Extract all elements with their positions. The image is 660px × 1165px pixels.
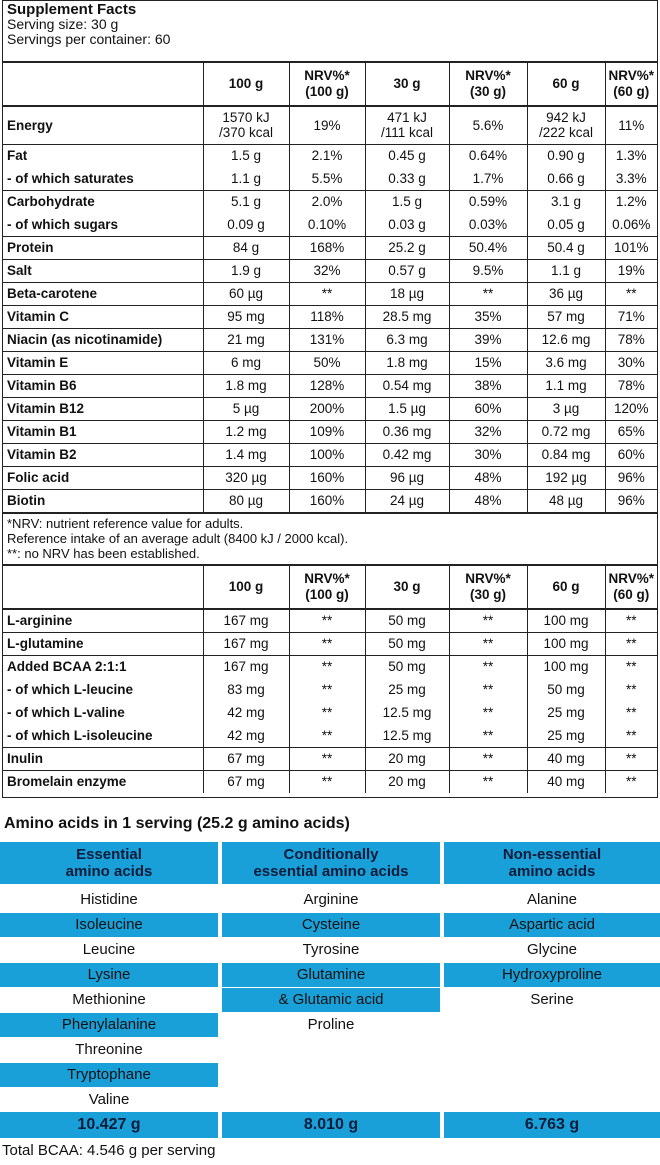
nutrient-name: Bromelain enzyme [3,770,203,793]
nutrition-table [3,61,657,512]
table-cell: 471 kJ /111 kcal [365,106,449,144]
table-cell: 50 mg [365,632,449,655]
table-cell: 19% [289,106,365,144]
table-cell: 0.54 mg [365,374,449,397]
table-cell: 15% [449,351,527,374]
table-header-row [3,62,657,106]
table-cell: 1.1 mg [527,374,605,397]
table-cell: 1.3% [605,144,657,167]
servings-per-container: Servings per container: 60 [7,31,171,47]
table-cell: ** [605,632,657,655]
table-cell: 100% [289,443,365,466]
table-cell: 83 mg [203,678,289,701]
table-row [3,489,657,512]
table-cell: 1.1 g [527,259,605,282]
table-row [3,609,657,632]
table-cell: ** [449,747,527,770]
table-cell: ** [605,747,657,770]
table-cell: 101% [605,236,657,259]
table-cell: 3.6 mg [527,351,605,374]
table-cell: ** [289,678,365,701]
amino-acid-item: Threonine [75,1041,143,1058]
table-cell: 18 µg [365,282,449,305]
amino-acid-item: Aspartic acid [444,913,660,937]
table-cell: 100 mg [527,632,605,655]
table-cell: ** [449,678,527,701]
table-cell: 0.59% [449,190,527,213]
table-cell: 48% [449,466,527,489]
table-cell: 942 kJ /222 kcal [527,106,605,144]
amino-acid-item: Alanine [526,891,578,908]
table-cell: 80 µg [203,489,289,512]
amino-acid-item: Histidine [80,891,138,908]
note-line: Reference intake of an average adult (8400 kJ / 2000 kcal). [7,531,349,546]
table-cell: ** [289,770,365,793]
table-cell: 1.5 µg [365,397,449,420]
table-cell: 1.1 g [203,167,289,190]
column-header: NRV%* (30 g) [449,62,527,106]
table-cell: 1.7% [449,167,527,190]
amino-acid-item: Serine [530,991,574,1008]
column-header: NRV%* (60 g) [605,565,657,609]
table-cell: ** [605,770,657,793]
table-cell: 57 mg [527,305,605,328]
table-cell: 160% [289,489,365,512]
table-cell: ** [289,632,365,655]
nonessential-total: 6.763 g [444,1112,660,1138]
table-cell: 67 mg [203,747,289,770]
table-cell: 120% [605,397,657,420]
table-cell: ** [449,724,527,747]
table-cell: 160% [289,466,365,489]
nutrient-name: Protein [3,236,203,259]
table-cell: 20 mg [365,747,449,770]
table-row [3,420,657,443]
conditional-header: Conditionally essential amino acids [222,842,440,884]
table-cell: 12.6 mg [527,328,605,351]
table-cell: 167 mg [203,609,289,632]
table-row [3,305,657,328]
table-cell: 1570 kJ /370 kcal [203,106,289,144]
table-cell: 11% [605,106,657,144]
nutrient-name: Vitamin E [3,351,203,374]
table-cell: 25 mg [365,678,449,701]
table-cell: 5.5% [289,167,365,190]
table-row [3,397,657,420]
table-cell: 5 µg [203,397,289,420]
serving-size: Serving size: 30 g [7,16,119,32]
table-cell: 2.1% [289,144,365,167]
table-cell: 95 mg [203,305,289,328]
table-cell: 32% [289,259,365,282]
table-row [3,282,657,305]
nutrient-name: - of which saturates [7,170,134,186]
facts-title: Supplement Facts [7,1,137,18]
table-cell: ** [289,724,365,747]
supplement-facts-panel [2,0,658,798]
table-cell: 118% [289,305,365,328]
nutrient-name: Energy [3,106,203,144]
table-cell: 24 µg [365,489,449,512]
table-row [3,106,657,144]
table-cell: ** [289,701,365,724]
nutrient-name: Vitamin C [3,305,203,328]
amino-acids-title: Amino acids in 1 serving (25.2 g amino acids) [4,815,350,832]
table-cell: 200% [289,397,365,420]
nutrient-name: L-arginine [7,613,73,629]
table-cell: 39% [449,328,527,351]
table-cell: 1.5 g [203,144,289,167]
table-cell: 35% [449,305,527,328]
table-cell: 12.5 mg [365,701,449,724]
table-cell: 9.5% [449,259,527,282]
table-cell: 1.8 mg [203,374,289,397]
nutrient-name: Added BCAA 2:1:1 [3,655,203,678]
column-header: 100 g [203,62,289,106]
table-cell: 0.33 g [365,167,449,190]
amino-acid-item: Methionine [72,991,146,1008]
table-cell: 1.2 mg [203,420,289,443]
table-cell: 320 µg [203,466,289,489]
nutrient-name: Beta-carotene [3,282,203,305]
amino-acid-item: Isoleucine [0,913,218,937]
table-cell: ** [449,655,527,678]
column-header [3,565,203,609]
nutrient-name: - of which L-isoleucine [7,727,153,743]
table-cell: ** [605,724,657,747]
table-cell: 1.9 g [203,259,289,282]
nutrient-name: Fat [3,144,203,167]
table-cell: ** [289,655,365,678]
table-cell: 1.5 g [365,190,449,213]
table-row [3,701,657,724]
table-cell: 100 mg [527,609,605,632]
table-cell: 48% [449,489,527,512]
table-cell: 2.0% [289,190,365,213]
table-header-row [3,565,657,609]
amino-acid-item: Hydroxyproline [444,963,660,987]
table-row [3,190,657,213]
table-cell: 36 µg [527,282,605,305]
table-row [3,678,657,701]
table-cell: ** [449,632,527,655]
table-cell: 40 mg [527,747,605,770]
table-cell: 168% [289,236,365,259]
table-cell: 5.1 g [203,190,289,213]
table-cell: 50.4 g [527,236,605,259]
table-row [3,466,657,489]
table-cell: 60% [605,443,657,466]
nutrient-name: Carbohydrate [3,190,203,213]
table-cell: 1.4 mg [203,443,289,466]
table-cell: 20 mg [365,770,449,793]
nutrient-name: Vitamin B2 [3,443,203,466]
table-cell: 0.90 g [527,144,605,167]
table-cell: 12.5 mg [365,724,449,747]
column-header: NRV%* (60 g) [605,62,657,106]
table-cell: 1.2% [605,190,657,213]
column-header [3,62,203,106]
conditional-total: 8.010 g [222,1112,440,1138]
table-cell: ** [605,655,657,678]
table-cell: 67 mg [203,770,289,793]
column-header: 30 g [365,565,449,609]
table-row [3,351,657,374]
table-cell: 0.10% [289,213,365,236]
table-cell: 109% [289,420,365,443]
table-cell: 100 mg [527,655,605,678]
table-cell: ** [605,678,657,701]
table-cell: 38% [449,374,527,397]
amino-acid-item: Valine [88,1091,130,1108]
table-cell: 30% [605,351,657,374]
table-row [3,144,657,167]
table-cell: 60% [449,397,527,420]
table-cell: 3.3% [605,167,657,190]
table-cell: ** [289,747,365,770]
table-cell: 71% [605,305,657,328]
nutrient-name: - of which L-valine [7,705,125,720]
table-cell: 6 mg [203,351,289,374]
table-cell: 0.36 mg [365,420,449,443]
table-cell: ** [289,282,365,305]
table-row [3,374,657,397]
table-cell: 0.03 g [365,213,449,236]
table-cell: 60 µg [203,282,289,305]
amino-acid-item: Proline [307,1016,355,1033]
table-cell: 50.4% [449,236,527,259]
nutrient-name: Inulin [3,747,203,770]
amino-acid-item: Tyrosine [302,941,360,958]
table-cell: 167 mg [203,655,289,678]
table-cell: 21 mg [203,328,289,351]
table-cell: 0.72 mg [527,420,605,443]
column-header: NRV%* (100 g) [289,565,365,609]
nutrient-name: Vitamin B12 [3,397,203,420]
table-cell: 192 µg [527,466,605,489]
amino-acid-item: Lysine [0,963,218,987]
table-cell: 78% [605,328,657,351]
table-cell: 65% [605,420,657,443]
table-cell: 84 g [203,236,289,259]
table-row [3,770,657,793]
table-cell: 50 mg [365,655,449,678]
table-cell: 30% [449,443,527,466]
column-header: 60 g [527,565,605,609]
column-header: 60 g [527,62,605,106]
table-cell: ** [449,282,527,305]
essential-total: 10.427 g [0,1112,218,1138]
table-row [3,236,657,259]
nutrient-name: - of which L-leucine [7,682,134,697]
essential-header: Essential amino acids [0,842,218,884]
column-header: NRV%* (100 g) [289,62,365,106]
amino-acid-item: Leucine [82,941,136,958]
amino-acid-item: Glycine [526,941,578,958]
table-cell: ** [605,609,657,632]
table-cell: 167 mg [203,632,289,655]
table-row [3,724,657,747]
table-cell: 25 mg [527,724,605,747]
table-cell: 0.45 g [365,144,449,167]
table-cell: 96% [605,466,657,489]
amino-acid-item: Tryptophane [0,1063,218,1087]
table-cell: 42 mg [203,701,289,724]
total-bcaa: Total BCAA: 4.546 g per serving [2,1142,216,1159]
table-row [3,259,657,282]
table-row [3,655,657,678]
table-cell: ** [449,701,527,724]
table-cell: 40 mg [527,770,605,793]
table-cell: ** [605,701,657,724]
column-header: 100 g [203,565,289,609]
table-row [3,747,657,770]
table-cell: 128% [289,374,365,397]
table-cell: 25.2 g [365,236,449,259]
table-cell: ** [449,609,527,632]
table-cell: 0.66 g [527,167,605,190]
table-cell: ** [449,770,527,793]
table-cell: 50 mg [527,678,605,701]
table-row [3,632,657,655]
table-cell: 131% [289,328,365,351]
table-cell: 6.3 mg [365,328,449,351]
table-cell: 78% [605,374,657,397]
table-cell: 3 µg [527,397,605,420]
table-cell: 25 mg [527,701,605,724]
amino-acid-item: Phenylalanine [0,1013,218,1037]
additional-ingredients-table [3,564,657,793]
nutrient-name: Vitamin B6 [3,374,203,397]
table-cell: 50 mg [365,609,449,632]
column-header: NRV%* (30 g) [449,565,527,609]
table-row [3,167,657,190]
table-cell: 48 µg [527,489,605,512]
table-cell: 50% [289,351,365,374]
note-line: *NRV: nutrient reference value for adults. [7,516,244,531]
table-cell: 0.42 mg [365,443,449,466]
table-row [3,328,657,351]
table-cell: 32% [449,420,527,443]
table-cell: 96% [605,489,657,512]
amino-acid-item: & Glutamic acid [222,988,440,1012]
note-line: **: no NRV has been established. [7,546,200,561]
nrv-notes [3,512,657,564]
column-header: 30 g [365,62,449,106]
nutrient-name: Salt [3,259,203,282]
amino-acid-item: Arginine [303,891,359,908]
table-cell: 19% [605,259,657,282]
nutrient-name: L-glutamine [3,632,203,655]
nutrient-name: Biotin [3,489,203,512]
table-cell: 0.57 g [365,259,449,282]
nutrient-name: Vitamin B1 [3,420,203,443]
amino-acid-item: Glutamine [222,963,440,987]
amino-acid-item: Cysteine [222,913,440,937]
table-cell: 0.03% [449,213,527,236]
table-cell: ** [605,282,657,305]
nutrient-name: Niacin (as nicotinamide) [3,328,203,351]
table-cell: 96 µg [365,466,449,489]
nonessential-header: Non-essential amino acids [444,842,660,884]
table-cell: 1.8 mg [365,351,449,374]
nutrient-name: - of which sugars [7,216,119,232]
facts-header [3,1,657,61]
table-cell: 0.05 g [527,213,605,236]
table-cell: 0.09 g [203,213,289,236]
nutrient-name: Folic acid [3,466,203,489]
table-cell: 5.6% [449,106,527,144]
table-row [3,213,657,236]
table-cell: ** [289,609,365,632]
table-cell: 0.64% [449,144,527,167]
table-row [3,443,657,466]
table-cell: 0.84 mg [527,443,605,466]
table-cell: 28.5 mg [365,305,449,328]
table-cell: 3.1 g [527,190,605,213]
table-cell: 0.06% [605,213,657,236]
table-cell: 42 mg [203,724,289,747]
